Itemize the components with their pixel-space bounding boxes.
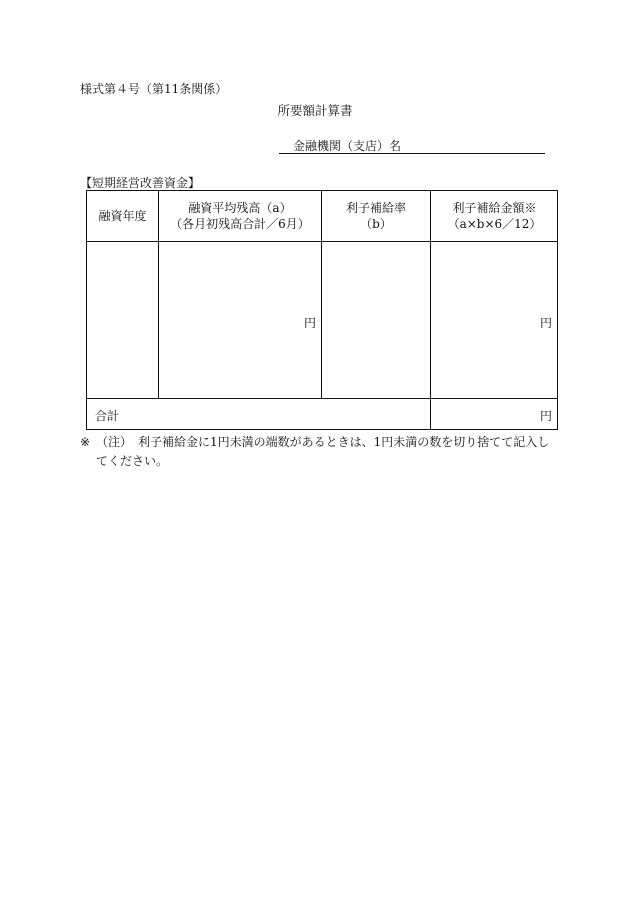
yen-unit-amount: 円 [540,316,553,330]
header-loan-year: 融資年度 [98,209,147,223]
header-average-balance-line2: （各月初残高合計／6月） [170,217,310,231]
average-balance-cell[interactable] [159,242,321,398]
bank-name-label: 金融機関（支店）名 [293,139,402,153]
loan-year-cell[interactable] [87,242,158,398]
header-subsidy-rate-line2: （b） [360,217,392,231]
section-label: 【短期経営改善資金】 [80,176,201,190]
subsidy-rate-cell[interactable] [322,242,430,398]
header-subsidy-amount-line1: 利子補給金額※ [452,201,537,215]
calculation-table [86,190,558,430]
header-subsidy-amount [431,200,558,232]
bank-name-field[interactable] [279,137,545,154]
form-number-label: 様式第４号（第11条関係） [80,82,228,96]
document-title: 所要額計算書 [277,103,353,118]
yen-unit-total: 円 [540,409,553,423]
header-average-balance [159,200,321,232]
footnote-text: （注） 利子補給金に1円未満の端数があるときは、1円未満の数を切り捨てて記入してください。 [96,435,550,468]
header-subsidy-rate [322,200,430,232]
yen-unit-average: 円 [304,316,317,330]
header-average-balance-line1: 融資平均残高（a） [188,201,292,215]
header-subsidy-rate-line1: 利子補給率 [345,201,406,215]
header-subsidy-amount-line2: （a×b×6／12） [447,217,542,231]
subsidy-amount-cell[interactable] [431,242,558,398]
total-amount-cell[interactable] [431,399,558,429]
total-label: 合計 [95,409,120,423]
footnote-mark: ※ [80,435,91,449]
